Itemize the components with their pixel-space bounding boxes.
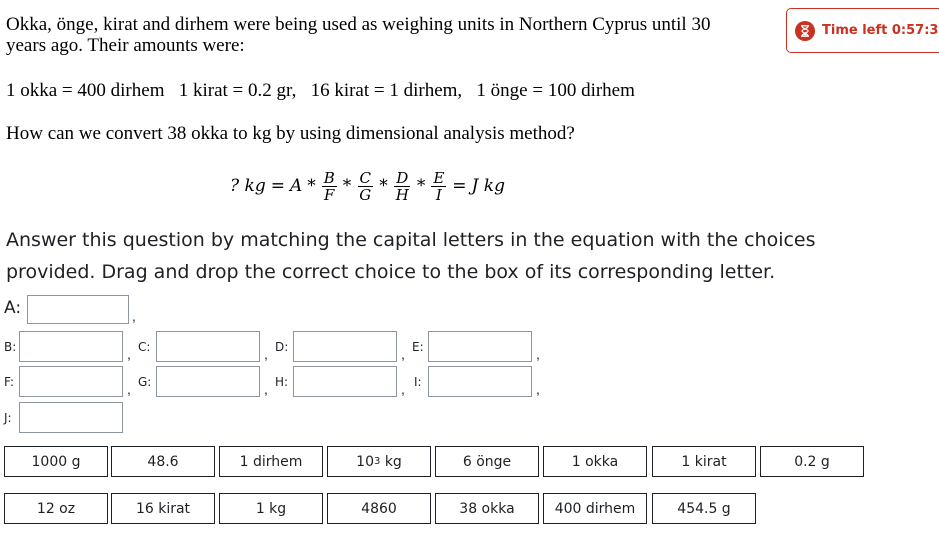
dropzone-d[interactable] [293, 331, 397, 362]
equation-denominator: I [435, 185, 442, 204]
dropzone-label-h: H: [275, 375, 289, 389]
equation-fraction-d-h [394, 170, 411, 203]
dropzone-f[interactable] [19, 366, 123, 397]
dropzone-e[interactable] [428, 331, 532, 362]
equation-fraction-e-i [431, 170, 446, 203]
choice-item[interactable]: 12 oz [4, 493, 108, 524]
equation-multiply: * [307, 176, 316, 196]
separator: , [127, 381, 131, 397]
dropzone-c[interactable] [156, 331, 260, 362]
equation-fraction-b-f [322, 170, 337, 203]
dropzone-label-f: F: [4, 375, 15, 389]
question-prompt: How can we convert 38 okka to kg by using dimensional analysis method? [6, 123, 575, 144]
choice-item[interactable]: 48.6 [111, 446, 215, 477]
timer-label: Time left 0:57:3 [822, 23, 939, 38]
equation-denominator: F [324, 185, 335, 204]
choice-item[interactable]: 454.5 g [652, 493, 756, 524]
dropzone-label-c: C: [138, 340, 151, 354]
equation-denominator: H [395, 185, 409, 204]
unit-definitions: 1 okka = 400 dirhem 1 kirat = 0.2 gr, 16 kirat = 1 dirhem, 1 önge = 100 dirhem [6, 80, 635, 101]
separator: , [127, 346, 131, 362]
equation-fraction-c-g [357, 170, 373, 203]
dropzone-label-e: E: [412, 340, 424, 354]
choice-item[interactable]: 1000 g [4, 446, 108, 477]
choice-item[interactable]: 4860 [327, 493, 431, 524]
choice-item[interactable]: 1 kg [219, 493, 323, 524]
dropzone-i[interactable] [428, 366, 532, 397]
separator: , [401, 346, 405, 362]
dropzone-label-i: I: [414, 375, 422, 389]
equation-equals: = [452, 176, 467, 196]
choice-item[interactable]: 38 okka [435, 493, 539, 524]
question-intro: Okka, önge, kirat and dirhem were being used as weighing units in Northern Cyprus until 30 years ago. Their amounts were: [6, 14, 711, 56]
separator: , [401, 381, 405, 397]
choice-item[interactable]: 6 önge [435, 446, 539, 477]
choice-item[interactable]: 0.2 g [760, 446, 864, 477]
choice-item[interactable]: 1 okka [543, 446, 647, 477]
equation-numerator: B [323, 168, 335, 187]
choice-item[interactable]: 1 kirat [652, 446, 756, 477]
dropzone-h[interactable] [293, 366, 397, 397]
equation-multiply: * [342, 176, 352, 196]
choice-item[interactable] [327, 446, 431, 477]
equation-rhs: J kg [471, 176, 505, 196]
choice-exponent: 3 [374, 456, 381, 467]
instruction-text: Answer this question by matching the capital letters in the equation with the choices provided. Drag and drop the correct choice to the box of its corresponding letter. [6, 229, 816, 283]
equation-lhs: ? kg [230, 176, 266, 196]
equation-equals: = [270, 176, 285, 196]
dropzone-label-d: D: [275, 340, 289, 354]
separator: , [536, 346, 540, 362]
separator: , [264, 381, 268, 397]
equation-multiply: * [416, 176, 426, 196]
dropzone-g[interactable] [156, 366, 260, 397]
separator: , [132, 308, 136, 324]
separator: , [536, 381, 540, 397]
equation-a: A [289, 176, 303, 196]
dropzone-a[interactable] [27, 295, 129, 324]
equation-numerator: D [396, 168, 409, 187]
choice-base: 10 [356, 453, 374, 470]
equation-numerator: C [359, 168, 371, 187]
choice-item[interactable]: 16 kirat [111, 493, 215, 524]
dropzone-label-j: J: [4, 411, 12, 425]
equation [230, 162, 505, 210]
equation-multiply: * [379, 176, 388, 196]
separator: , [264, 346, 268, 362]
dropzone-j[interactable] [19, 402, 123, 433]
timer-button[interactable] [786, 8, 939, 53]
choice-item[interactable]: 400 dirhem [543, 493, 647, 524]
equation-denominator: G [359, 185, 372, 204]
choice-unit: kg [380, 453, 402, 470]
choice-item[interactable]: 1 dirhem [219, 446, 323, 477]
equation-numerator: E [433, 168, 445, 187]
hourglass-icon [795, 21, 815, 41]
dropzone-label-b: B: [4, 340, 17, 354]
dropzone-label-g: G: [138, 375, 152, 389]
dropzone-b[interactable] [19, 331, 123, 362]
dropzone-label-a: A: [4, 298, 22, 318]
